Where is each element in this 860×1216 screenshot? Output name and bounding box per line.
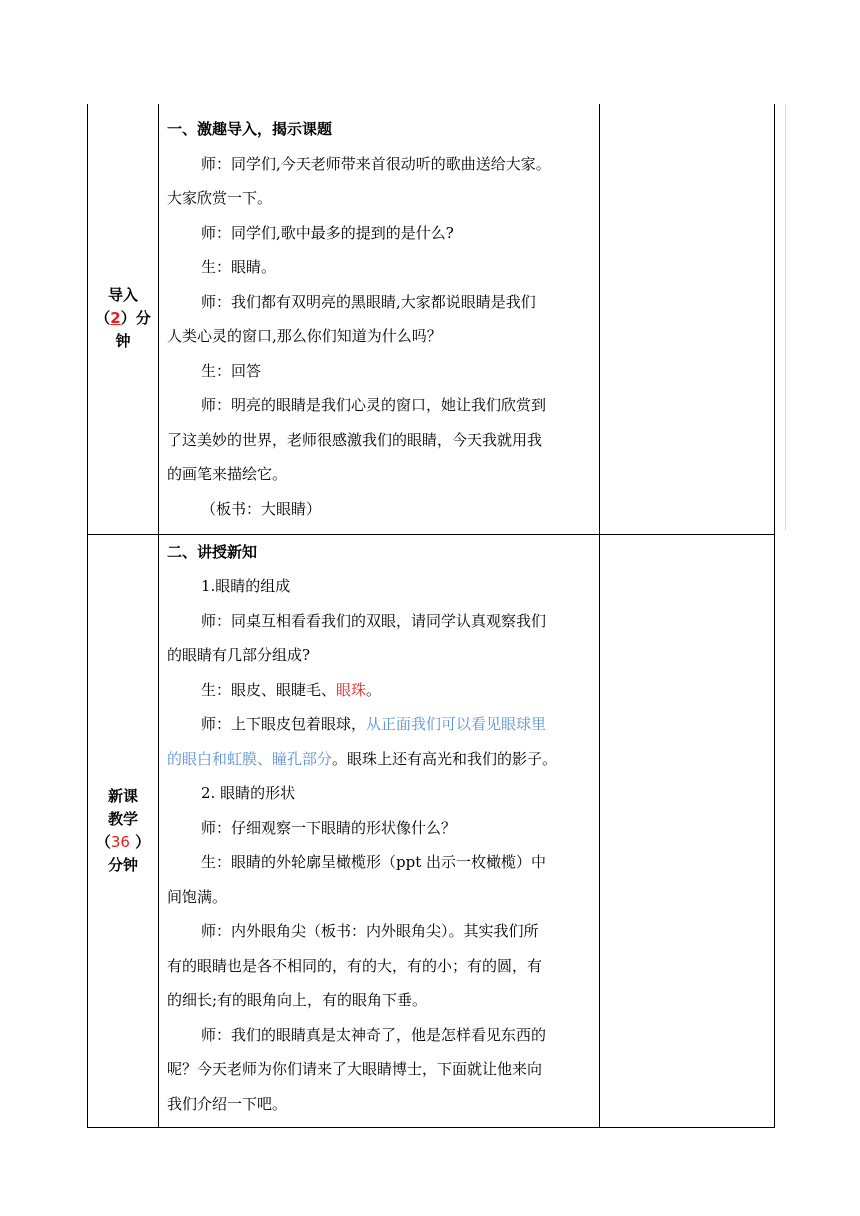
label-text: 分钟 xyxy=(107,855,138,874)
label-duration: （2）分 xyxy=(95,309,151,328)
paragraph-line: 生：眼睛。 xyxy=(201,258,277,276)
board-note: （板书：大眼睛） xyxy=(201,499,322,518)
paragraph-line: 师：仔细观察一下眼睛的形状像什么？ xyxy=(201,818,457,837)
lesson-plan-table xyxy=(87,104,775,1128)
paragraph-line: 生：回答 xyxy=(201,361,262,380)
label-text: 导入 xyxy=(107,286,138,305)
paragraph-line: 师：明亮的眼睛是我们心灵的窗口，她让我们欣赏到 xyxy=(201,396,547,414)
scrollbar-divider xyxy=(785,104,786,530)
paragraph-line: 师：同桌互相看看我们的双眼，请同学认真观察我们 xyxy=(201,611,547,630)
paragraph-line: 我们介绍一下吧。 xyxy=(167,1094,288,1113)
paragraph-line: 间饱满。 xyxy=(167,887,228,906)
paragraph-line: 大家欣赏一下。 xyxy=(167,189,273,207)
paragraph-line: 1.眼睛的组成 xyxy=(201,577,291,595)
notes-cell-new-lesson xyxy=(600,534,775,1128)
content-cell-intro xyxy=(159,104,600,534)
content-cell-new-lesson xyxy=(159,534,600,1128)
paragraph-line: 师：同学们,歌中最多的提到的是什么? xyxy=(201,223,454,242)
label-text: 教学 xyxy=(107,809,138,828)
duration-number: 2 xyxy=(110,309,121,328)
paragraph-line: 人类心灵的窗口,那么你们知道为什么吗？ xyxy=(167,327,442,345)
paragraph-line: 2. 眼睛的形状 xyxy=(201,784,296,802)
paragraph-line: 生：眼皮、眼睫毛、眼珠。 xyxy=(201,680,382,699)
table-row-intro xyxy=(88,104,775,534)
paragraph-line: 师：我们的眼睛真是太神奇了，他是怎样看见东西的 xyxy=(201,1025,547,1044)
paragraph-line: 师：我们都有双明亮的黑眼睛,大家都说眼睛是我们 xyxy=(201,292,536,311)
paragraph-line: 呢？今天老师为你们请来了大眼睛博士，下面就让他来向 xyxy=(167,1060,543,1078)
paragraph-line: 师：同学们,今天老师带来首很动听的歌曲送给大家。 xyxy=(201,154,551,173)
label-duration: （36 ） xyxy=(95,832,151,851)
highlight-blue: 的眼白和虹膜、瞳孔部分 xyxy=(167,749,333,768)
label-text: 新课 xyxy=(107,786,138,805)
section-label-intro xyxy=(88,104,159,534)
paragraph-line: 生：眼睛的外轮廓呈橄榄形（ppt 出示一枚橄榄）中 xyxy=(201,853,547,871)
section-heading: 一、激趣导入，揭示课题 xyxy=(167,120,333,138)
highlight-blue: 从正面我们可以看见眼球里 xyxy=(366,715,547,733)
paragraph-line: 了这美妙的世界，老师很感激我们的眼睛，今天我就用我 xyxy=(167,430,543,449)
notes-cell-intro xyxy=(600,104,775,534)
paragraph-line: 师：上下眼皮包着眼球，从正面我们可以看见眼球里 xyxy=(201,715,547,733)
paragraph-line: 的眼白和虹膜、瞳孔部分。眼珠上还有高光和我们的影子。 xyxy=(167,749,558,768)
paragraph-line: 的画笔来描绘它。 xyxy=(167,465,288,483)
paragraph-line: 有的眼睛也是各不相同的，有的大，有的小；有的圆，有 xyxy=(167,956,543,975)
label-text: 钟 xyxy=(115,332,131,351)
section-label-new-lesson xyxy=(88,534,159,1128)
duration-number: 36 xyxy=(110,832,130,851)
paragraph-line: 的眼睛有几部分组成? xyxy=(167,646,311,664)
paragraph-line: 的细长;有的眼角向上，有的眼角下垂。 xyxy=(167,991,428,1009)
paragraph-line: 师：内外眼角尖（板书：内外眼角尖）。其实我们所 xyxy=(201,922,539,940)
highlight-red: 眼珠 xyxy=(336,680,367,699)
section-heading: 二、讲授新知 xyxy=(167,542,258,561)
table-row-new-lesson xyxy=(88,534,775,1128)
